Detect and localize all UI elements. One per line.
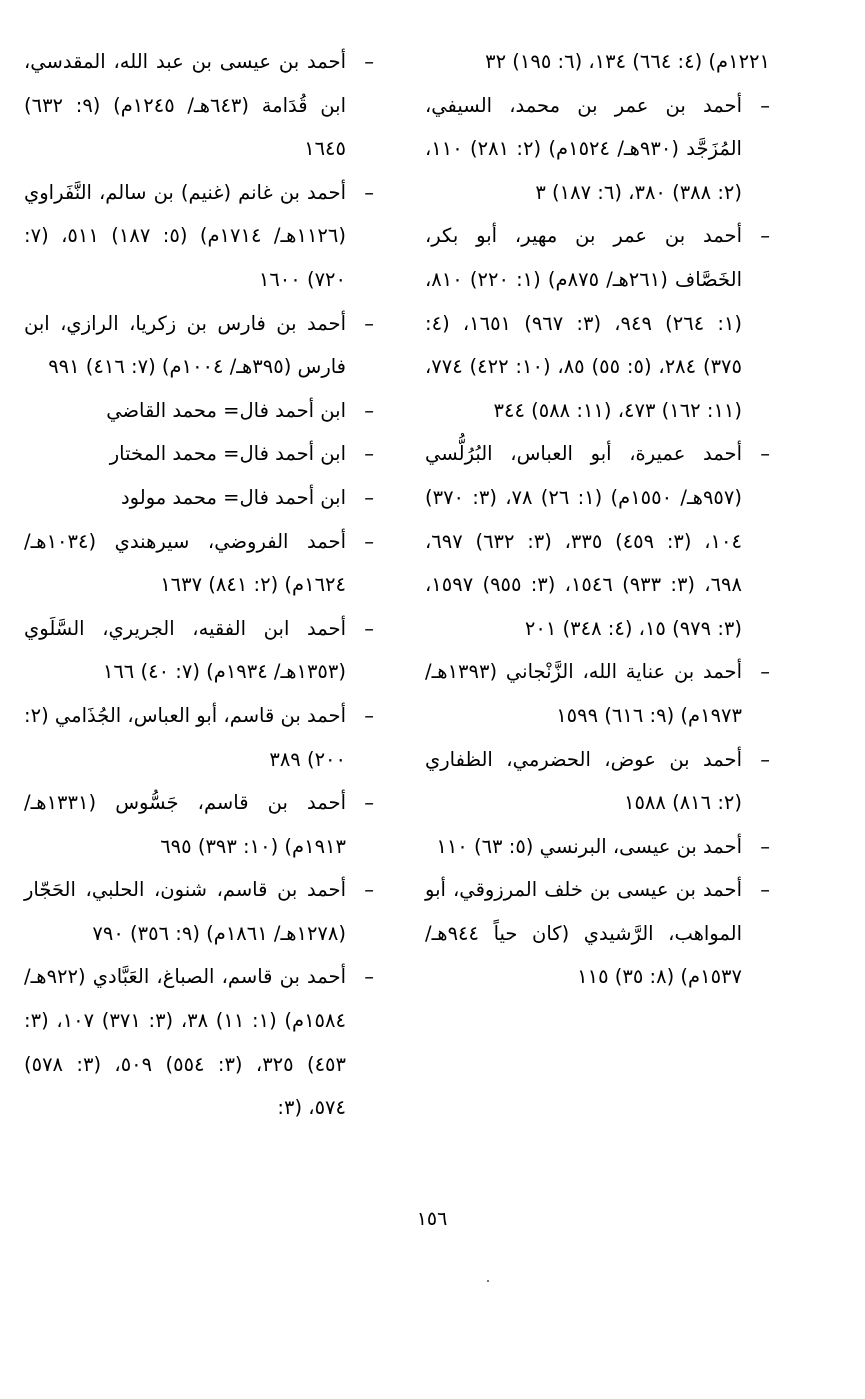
entry-dash: [750, 650, 770, 694]
entry-dash: [354, 955, 374, 999]
entry-text: أحمد بن عيسى بن خلف المرزوقي، أبو المواهب، الرَّشيدي (كان حياً ٩٤٤هـ/ ١٥٣٧م) (٨: ٣٥) ١١٥: [425, 878, 742, 989]
index-entry: [425, 214, 770, 432]
entry-dash: [354, 389, 374, 433]
scan-speck: [487, 1280, 489, 1282]
entry-dash: [354, 781, 374, 825]
entry-text: أحمد بن قاسم، الصباغ، العَبَّادي (٩٢٢هـ/ ١٥٨٤م) (١: ١١) ٣٨، (٣: ٣٧١) ١٠٧، (٣: ٤٥٣) ٣٢٥، (٣: ٥٥٤) ٥٠٩، (٣: ٥٧٨) ٥٧٤، (٣:: [24, 965, 346, 1120]
entry-dash: [354, 40, 374, 84]
entry-text: أحمد بن قاسم، جَسُّوس (١٣٣١هـ/ ١٩١٣م) (١٠: ٣٩٣) ٦٩٥: [24, 791, 346, 858]
index-entry: [24, 302, 374, 389]
entry-text: أحمد بن عناية الله، الزَّنْجاني (١٣٩٣هـ/ ١٩٧٣م) (٩: ٦١٦) ١٥٩٩: [425, 660, 742, 727]
entry-text: أحمد بن قاسم، أبو العباس، الجُذَامي (٢: ٢٠٠) ٣٨٩: [24, 703, 346, 771]
index-entry: [24, 781, 374, 868]
entry-dash: [354, 476, 374, 520]
entry-text: ١٢٢١م) (٤: ٦٦٤) ١٣٤، (٦: ١٩٥) ٣٢: [485, 50, 770, 73]
entry-text: ابن أحمد فال= محمد المختار: [109, 442, 346, 466]
entry-text: أحمد بن عمر بن مهير، أبو بكر، الخَصَّاف (٢٦١هـ/ ٨٧٥م) (١: ٢٢٠) ٨١٠، (١: ٢٦٤) ٩٤٩، (٣: ٩٦٧) ١٦٥١، (٤: ٣٧٥) ٢٨٤، (٥: ٥٥) ٨٥، (١٠: ٤٢٢) ٧٧٤، (١١: ١٦٢) ٤٧٣، (١١: ٥٨٨) ٣٤٤: [425, 224, 742, 422]
entry-text: أحمد بن غانم (غنيم) بن سالم، النَّفَراوي (١١٢٦هـ/ ١٧١٤م) (٥: ١٨٧) ٥١١، (٧: ٧٢٠) ١٦٠٠: [24, 180, 346, 291]
index-entry: [24, 868, 374, 955]
index-entry: [24, 607, 374, 694]
entry-dash: [750, 214, 770, 258]
entry-dash: [750, 825, 770, 869]
entry-text: ابن أحمد فال= محمد القاضي: [106, 398, 346, 422]
index-column-right: [425, 40, 770, 999]
index-entry: [425, 40, 770, 84]
index-entry: [24, 432, 374, 476]
index-entry: [425, 650, 770, 737]
entry-text: أحمد الفروضي، سيرهندي (١٠٣٤هـ/ ١٦٢٤م) (٢: ٨٤١) ١٦٣٧: [24, 529, 346, 597]
index-entry: [24, 520, 374, 607]
entry-text: أحمد بن فارس بن زكريا، الرازي، ابن فارس (٣٩٥هـ/ ١٠٠٤م) (٧: ٤١٦) ٩٩١: [24, 311, 346, 379]
entry-text: أحمد عميرة، أبو العباس، البُرُلُّسي (٩٥٧هـ/ ١٥٥٠م) (١: ٢٦) ٧٨، (٣: ٣٧٠) ١٠٤، (٣: ٤٥٩) ٣٣٥، (٣: ٦٣٢) ٦٩٧، ٦٩٨، (٣: ٩٣٣) ١٥٤٦، (٣: ٩٥٥) ١٥٩٧، (٣: ٩٧٩) ١٥، (٤: ٣٤٨) ٢٠١: [425, 442, 742, 640]
entry-dash: [750, 432, 770, 476]
entry-dash: [750, 738, 770, 782]
entry-dash: [354, 520, 374, 564]
entry-dash: [354, 694, 374, 738]
index-entry: [24, 694, 374, 781]
entry-dash: [354, 868, 374, 912]
index-entry: [425, 738, 770, 825]
entry-dash: [354, 171, 374, 215]
entry-text: أحمد ابن الفقيه، الجريري، السَّلَوي (١٣٥٣هـ/ ١٩٣٤م) (٧: ٤٠) ١٦٦: [24, 616, 346, 684]
entry-dash: [750, 84, 770, 128]
entry-text: أحمد بن عيسى بن عبد الله، المقدسي، ابن قُدَامة (٦٤٣هـ/ ١٢٤٥م) (٩: ٦٣٢) ١٦٤٥: [24, 50, 346, 161]
page-number: ١٥٦: [416, 1208, 448, 1230]
index-entry: [24, 40, 374, 171]
entry-text: أحمد بن قاسم، شنون، الحلبي، الحَجّار (١٢٧٨هـ/ ١٨٦١م) (٩: ٣٥٦) ٧٩٠: [24, 878, 346, 945]
index-entry: [425, 432, 770, 650]
entry-dash: [354, 302, 374, 346]
index-entry: [425, 825, 770, 869]
entry-text: أحمد بن عوض، الحضرمي، الظفاري (٢: ٨١٦) ١٥٨٨: [425, 747, 742, 815]
index-entry: [24, 955, 374, 1129]
index-entry: [24, 389, 374, 433]
entry-dash: [750, 868, 770, 912]
entry-text: أحمد بن عمر بن محمد، السيفي، المُزَجَّد (٩٣٠هـ/ ١٥٢٤م) (٢: ٢٨١) ١١٠، (٢: ٣٨٨) ٣٨٠، (٦: ١٨٧) ٣: [425, 93, 742, 204]
entry-text: أحمد بن عيسى، البرنسي (٥: ٦٣) ١١٠: [436, 834, 742, 858]
index-column-left: [24, 40, 374, 1130]
entry-dash: [354, 607, 374, 651]
index-entry: [425, 84, 770, 215]
index-entry: [24, 171, 374, 302]
entry-text: ابن أحمد فال= محمد مولود: [121, 485, 346, 509]
index-entry: [24, 476, 374, 520]
index-entry: [425, 868, 770, 999]
entry-dash: [354, 432, 374, 476]
